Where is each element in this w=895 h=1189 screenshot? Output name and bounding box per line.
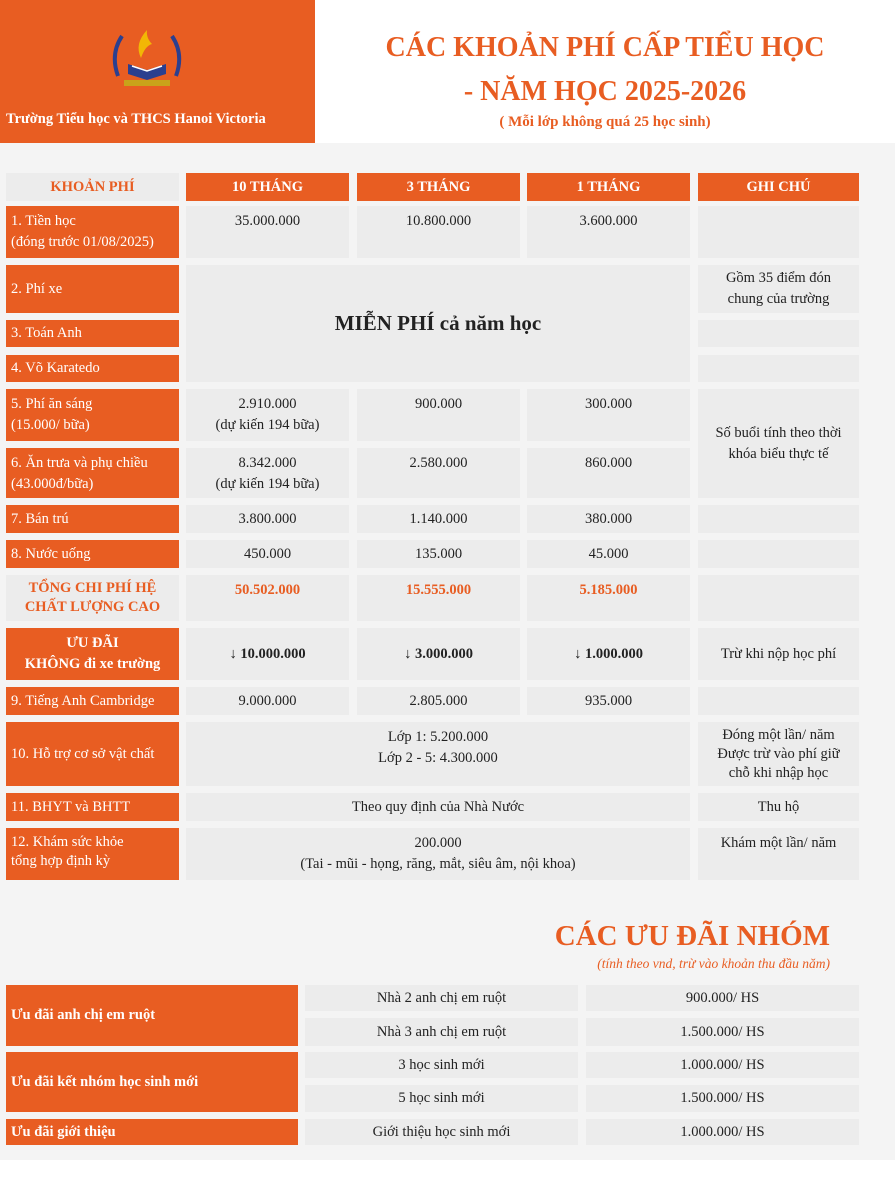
- offer-referral-row1-desc: Giới thiệu học sinh mới: [305, 1119, 578, 1145]
- boarding-note: [698, 505, 859, 533]
- row-label-breakfast: 5. Phí ăn sáng (15.000/ bữa): [6, 389, 179, 441]
- tuition-3-months: 10.800.000: [357, 206, 520, 258]
- row-label-insurance: 11. BHYT và BHTT: [6, 793, 179, 821]
- row-label-facilities: 10. Hỗ trợ cơ sở vật chất: [6, 722, 179, 786]
- water-10-months: 450.000: [186, 540, 349, 568]
- offer-siblings-row1-value: 900.000/ HS: [586, 985, 859, 1011]
- lunch-1-month: 860.000: [527, 448, 690, 498]
- group-offers-subtitle: (tính theo vnd, trừ vào khoản thu đầu năm): [597, 956, 830, 971]
- discount-note: Trừ khi nộp học phí: [698, 628, 859, 680]
- header-3-months: 3 THÁNG: [357, 173, 520, 201]
- bus-note: Gồm 35 điểm đón chung của trường: [698, 265, 859, 313]
- row-label-bus: 2. Phí xe: [6, 265, 179, 313]
- arrow-down-icon: ↓: [404, 645, 412, 662]
- header-1-month: 1 THÁNG: [527, 173, 690, 201]
- water-3-months: 135.000: [357, 540, 520, 568]
- arrow-down-icon: ↓: [229, 645, 237, 662]
- health-value: 200.000 (Tai - mũi - họng, răng, mắt, siêu âm, nội khoa): [186, 828, 690, 880]
- math-english-note: [698, 320, 859, 347]
- boarding-3-months: 1.140.000: [357, 505, 520, 533]
- offer-new-group-row2-value: 1.500.000/ HS: [586, 1085, 859, 1112]
- cambridge-note: [698, 687, 859, 715]
- discount-10-months: ↓ 10.000.000: [186, 628, 349, 680]
- cambridge-3-months: 2.805.000: [357, 687, 520, 715]
- row-label-boarding: 7. Bán trú: [6, 505, 179, 533]
- total-note: [698, 575, 859, 621]
- page-title: [340, 26, 870, 114]
- offer-label-siblings: Ưu đãi anh chị em ruột: [6, 985, 298, 1046]
- offer-new-group-row1-desc: 3 học sinh mới: [305, 1052, 578, 1078]
- breakfast-1-month: 300.000: [527, 389, 690, 441]
- row-label-discount: ƯU ĐÃI KHÔNG đi xe trường: [6, 628, 179, 680]
- cambridge-10-months: 9.000.000: [186, 687, 349, 715]
- health-note: Khám một lần/ năm: [698, 828, 859, 880]
- cambridge-1-month: 935.000: [527, 687, 690, 715]
- karate-note: [698, 355, 859, 382]
- header-item: KHOẢN PHÍ: [6, 173, 179, 201]
- water-1-month: 45.000: [527, 540, 690, 568]
- arrow-down-icon: ↓: [574, 645, 582, 662]
- page-bottom-edge: [0, 1160, 895, 1189]
- tuition-10-months: 35.000.000: [186, 206, 349, 258]
- row-label-total: TỔNG CHI PHÍ HỆ CHẤT LƯỢNG CAO: [6, 575, 179, 621]
- total-1-month: 5.185.000: [527, 575, 690, 621]
- group-offers-title: CÁC ƯU ĐÃI NHÓM: [554, 920, 830, 952]
- lunch-3-months: 2.580.000: [357, 448, 520, 498]
- free-notice: MIỄN PHÍ cả năm học: [186, 265, 690, 382]
- header-10-months: 10 THÁNG: [186, 173, 349, 201]
- row-label-water: 8. Nước uống: [6, 540, 179, 568]
- header-note: GHI CHÚ: [698, 173, 859, 201]
- offer-new-group-row1-value: 1.000.000/ HS: [586, 1052, 859, 1078]
- row-label-lunch: 6. Ăn trưa và phụ chiều (43.000đ/bữa): [6, 448, 179, 498]
- offer-label-referral: Ưu đãi giới thiệu: [6, 1119, 298, 1145]
- water-note: [698, 540, 859, 568]
- school-logo-icon: [108, 24, 186, 94]
- school-name: Trường Tiểu học và THCS Hanoi Victoria: [6, 111, 266, 127]
- insurance-value: Theo quy định của Nhà Nước: [186, 793, 690, 821]
- breakfast-3-months: 900.000: [357, 389, 520, 441]
- offer-referral-row1-value: 1.000.000/ HS: [586, 1119, 859, 1145]
- facilities-note: Đóng một lần/ năm Được trừ vào phí giữ chỗ khi nhập học: [698, 722, 859, 786]
- boarding-10-months: 3.800.000: [186, 505, 349, 533]
- breakfast-10-months: 2.910.000 (dự kiến 194 bữa): [186, 389, 349, 441]
- total-10-months: 50.502.000: [186, 575, 349, 621]
- insurance-note: Thu hộ: [698, 793, 859, 821]
- total-3-months: 15.555.000: [357, 575, 520, 621]
- row-label-cambridge: 9. Tiếng Anh Cambridge: [6, 687, 179, 715]
- lunch-10-months: 8.342.000 (dự kiến 194 bữa): [186, 448, 349, 498]
- facilities-value: Lớp 1: 5.200.000 Lớp 2 - 5: 4.300.000: [186, 722, 690, 786]
- offer-siblings-row2-desc: Nhà 3 anh chị em ruột: [305, 1018, 578, 1046]
- tuition-note: [698, 206, 859, 258]
- tuition-1-month: 3.600.000: [527, 206, 690, 258]
- row-label-tuition: 1. Tiền học (đóng trước 01/08/2025): [6, 206, 179, 258]
- boarding-1-month: 380.000: [527, 505, 690, 533]
- offer-new-group-row2-desc: 5 học sinh mới: [305, 1085, 578, 1112]
- offer-siblings-row1-desc: Nhà 2 anh chị em ruột: [305, 985, 578, 1011]
- discount-1-month: ↓ 1.000.000: [527, 628, 690, 680]
- row-label-health: 12. Khám sức khỏe tổng hợp định kỳ: [6, 828, 179, 880]
- row-label-karate: 4. Võ Karatedo: [6, 355, 179, 382]
- title-line-1: CÁC KHOẢN PHÍ CẤP TIỂU HỌC: [385, 32, 825, 63]
- offer-siblings-row2-value: 1.500.000/ HS: [586, 1018, 859, 1046]
- row-label-math-english: 3. Toán Anh: [6, 320, 179, 347]
- discount-3-months: ↓ 3.000.000: [357, 628, 520, 680]
- meals-note: Số buổi tính theo thời khóa biểu thực tế: [698, 389, 859, 498]
- title-line-2: - NĂM HỌC 2025-2026: [463, 76, 747, 107]
- class-size-note: ( Mỗi lớp không quá 25 học sinh): [499, 114, 711, 130]
- offer-label-new-group: Ưu đãi kết nhóm học sinh mới: [6, 1052, 298, 1112]
